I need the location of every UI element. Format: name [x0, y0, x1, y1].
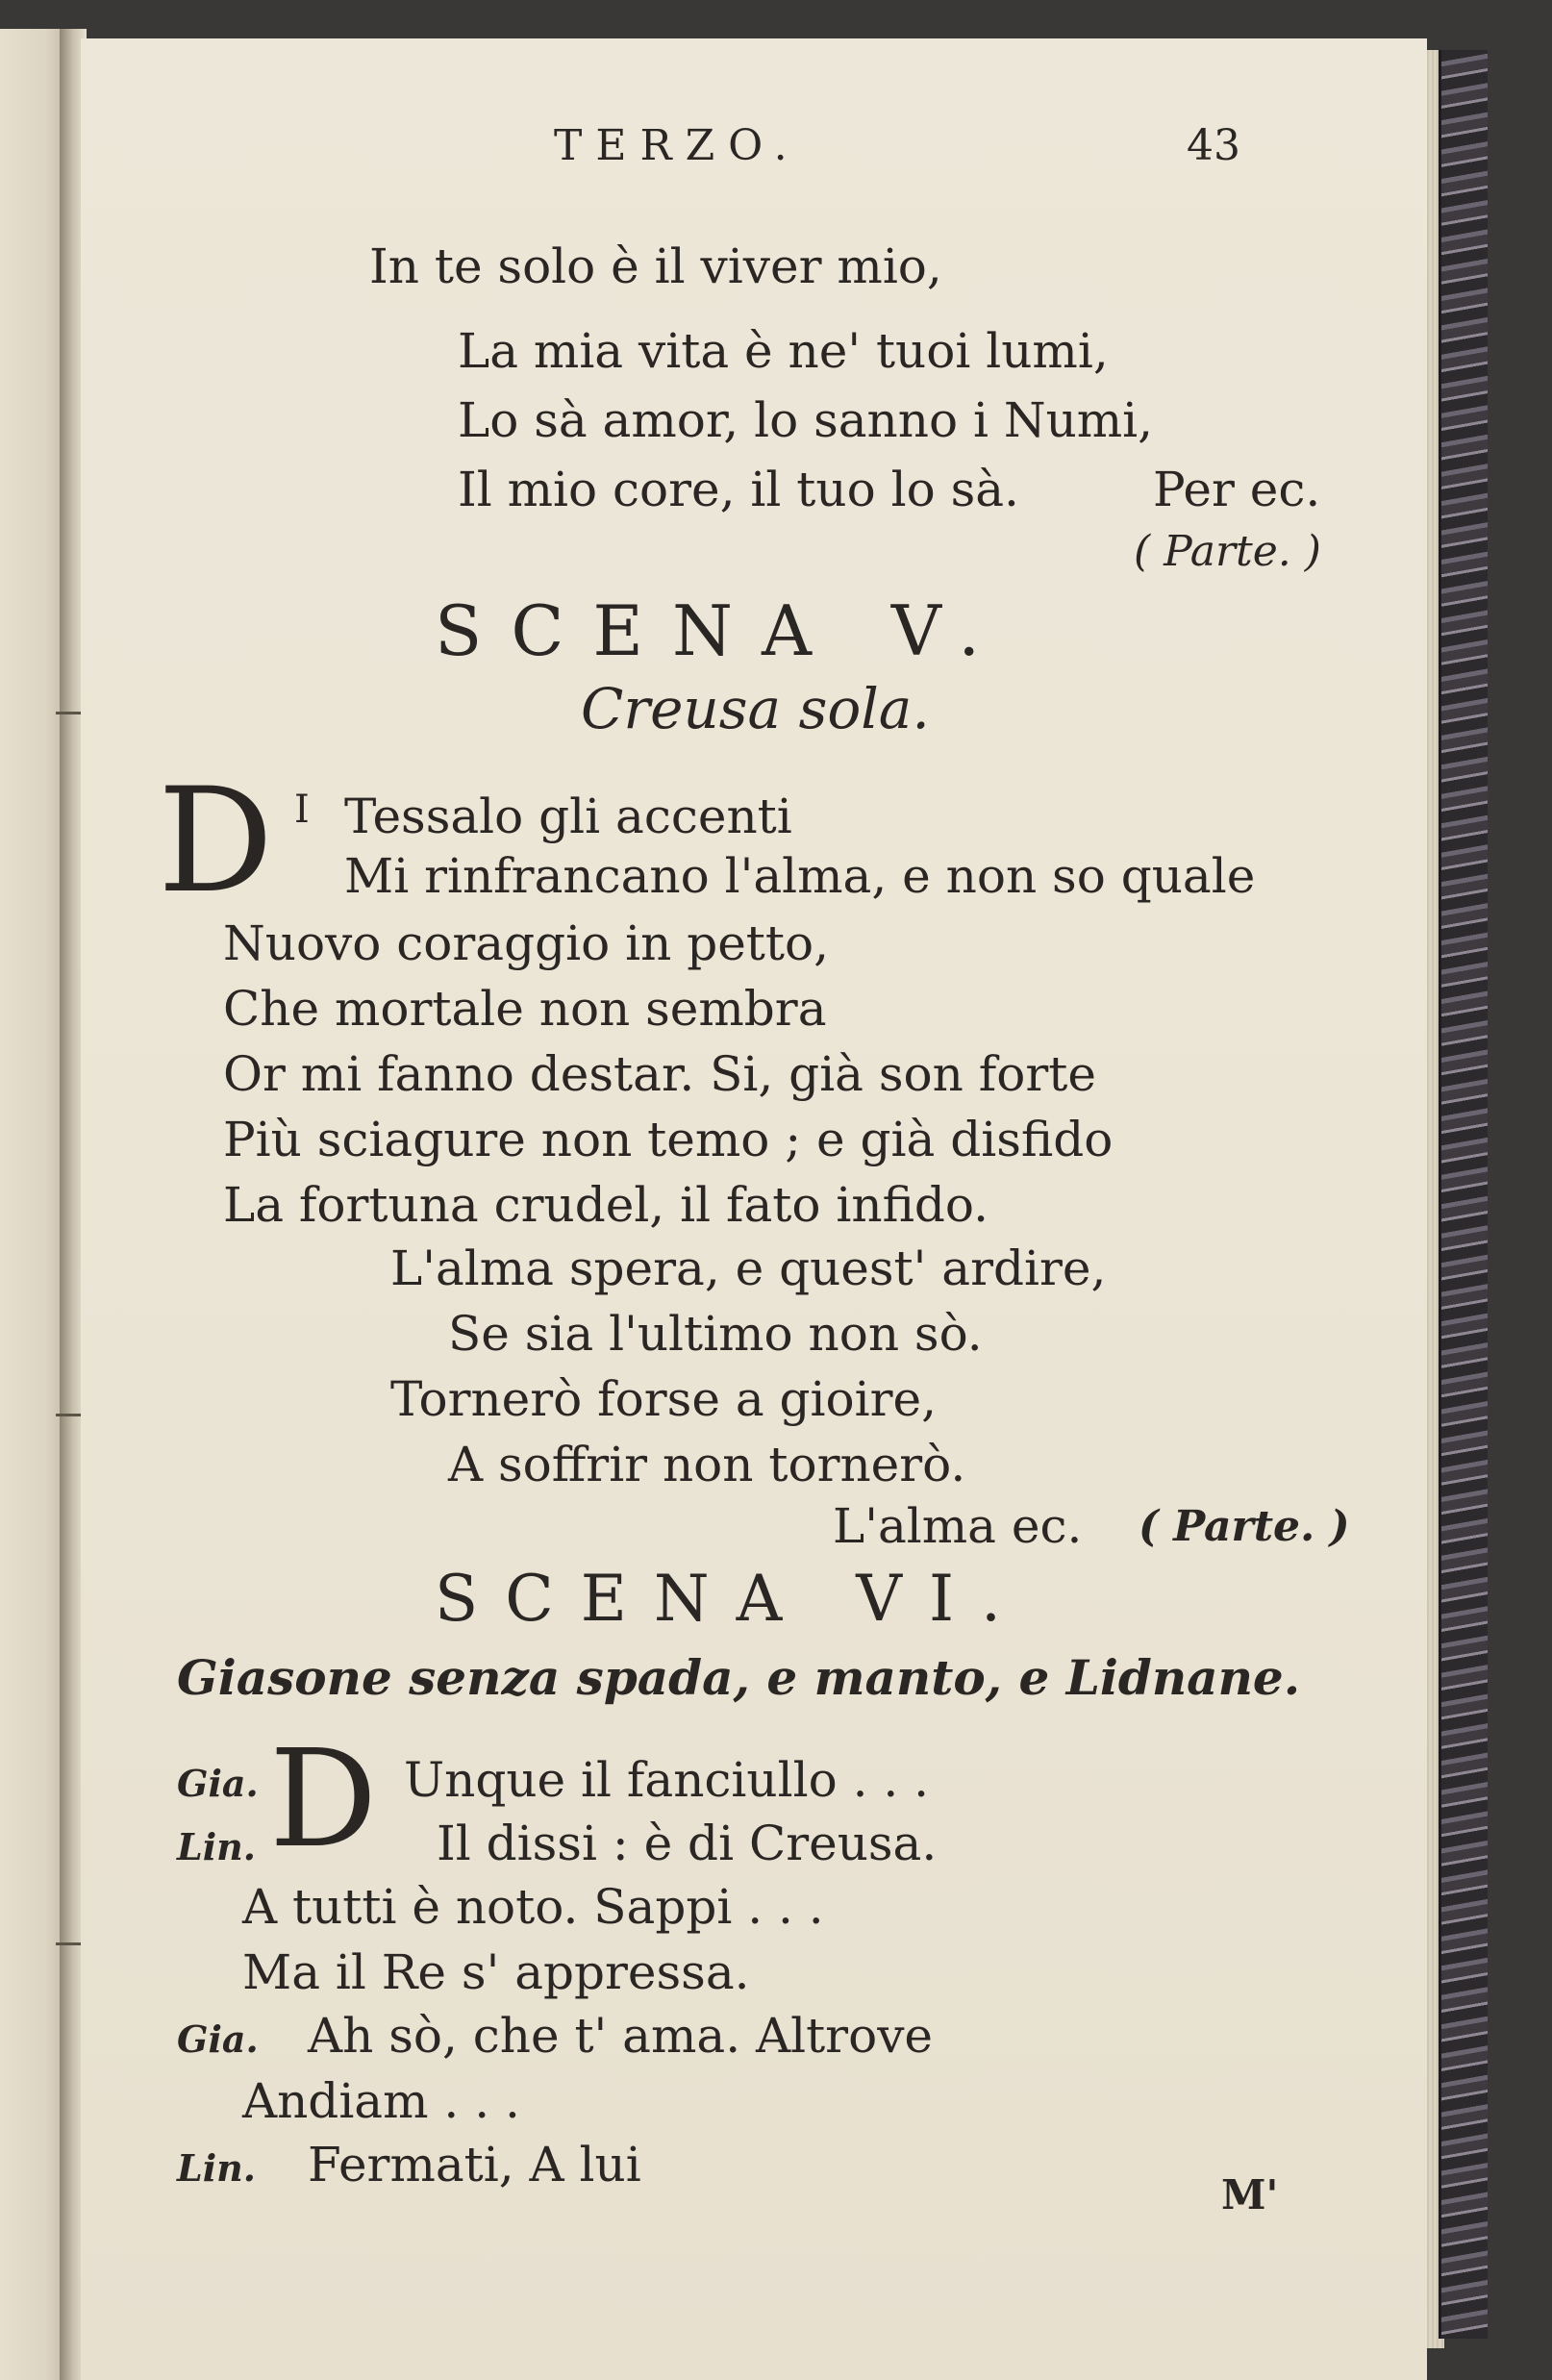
verse-line: Tessalo gli accenti: [344, 789, 792, 844]
verse-line: La mia vita è ne' tuoi lumi,: [458, 323, 1109, 379]
verse-line: Più sciagure non temo ; e già disfido: [223, 1112, 1114, 1167]
dialogue-line: Il dissi : è di Creusa.: [437, 1816, 938, 1871]
scene-subheading: Giasone senza spada, e manto, e Lidnane.: [177, 1649, 1301, 1706]
drop-cap: D: [269, 1721, 378, 1878]
page-number: 43: [1187, 121, 1240, 170]
marbled-cover: [1439, 50, 1488, 2339]
page: [81, 38, 1427, 2380]
verse-line: Nuovo coraggio in petto,: [223, 915, 829, 971]
verse-line: Mi rinfrancano l'alma, e non so quale: [344, 848, 1256, 904]
verse-line: L'alma spera, e quest' ardire,: [390, 1240, 1107, 1296]
speaker-label: Lin.: [177, 1825, 257, 1868]
drop-cap: D: [158, 758, 274, 925]
speaker-label: Gia.: [177, 1762, 259, 1805]
stage-direction-exit: ( Parte. ): [1134, 527, 1321, 576]
speaker-label: Gia.: [177, 2017, 259, 2061]
stage-direction-exit: ( Parte. ): [1139, 1502, 1350, 1551]
verse-line: Se sia l'ultimo non sò.: [448, 1306, 983, 1362]
drop-cap-rest: I: [294, 788, 310, 832]
speaker-label: Lin.: [177, 2146, 257, 2190]
verse-line: Or mi fanno destar. Si, già son forte: [223, 1046, 1096, 1102]
verse-line: Lo sà amor, lo sanno i Numi,: [458, 392, 1154, 448]
per-ec: Per ec.: [1153, 462, 1321, 517]
catchword: M': [1221, 2171, 1279, 2218]
dialogue-line: Fermati, A lui: [308, 2137, 641, 2192]
scene-subheading: Creusa sola.: [581, 676, 930, 741]
verse-line: A soffrir non tornerò.: [448, 1437, 966, 1492]
verse-line: Tornerò forse a gioire,: [390, 1371, 937, 1427]
verse-line: Che mortale non sembra: [223, 981, 827, 1037]
verse-line: In te solo è il viver mio,: [369, 238, 942, 294]
dialogue-line: Ah sò, che t' ama. Altrove: [308, 2008, 934, 2064]
verse-line: La fortuna crudel, il fato infido.: [223, 1177, 989, 1233]
scene-heading: SCENA VI.: [435, 1562, 1028, 1636]
running-title: TERZO.: [554, 121, 801, 170]
dialogue-line: Andiam . . .: [242, 2073, 520, 2129]
verse-line: Il mio core, il tuo lo sà.: [458, 462, 1019, 517]
dialogue-line: Unque il fanciullo . . .: [404, 1752, 930, 1808]
scene-heading: SCENA V.: [435, 590, 1010, 671]
dialogue-line: A tutti è noto. Sappi . . .: [242, 1879, 824, 1935]
verse-line: L'alma ec.: [833, 1498, 1083, 1554]
dialogue-line: Ma il Re s' appressa.: [242, 1944, 750, 2000]
